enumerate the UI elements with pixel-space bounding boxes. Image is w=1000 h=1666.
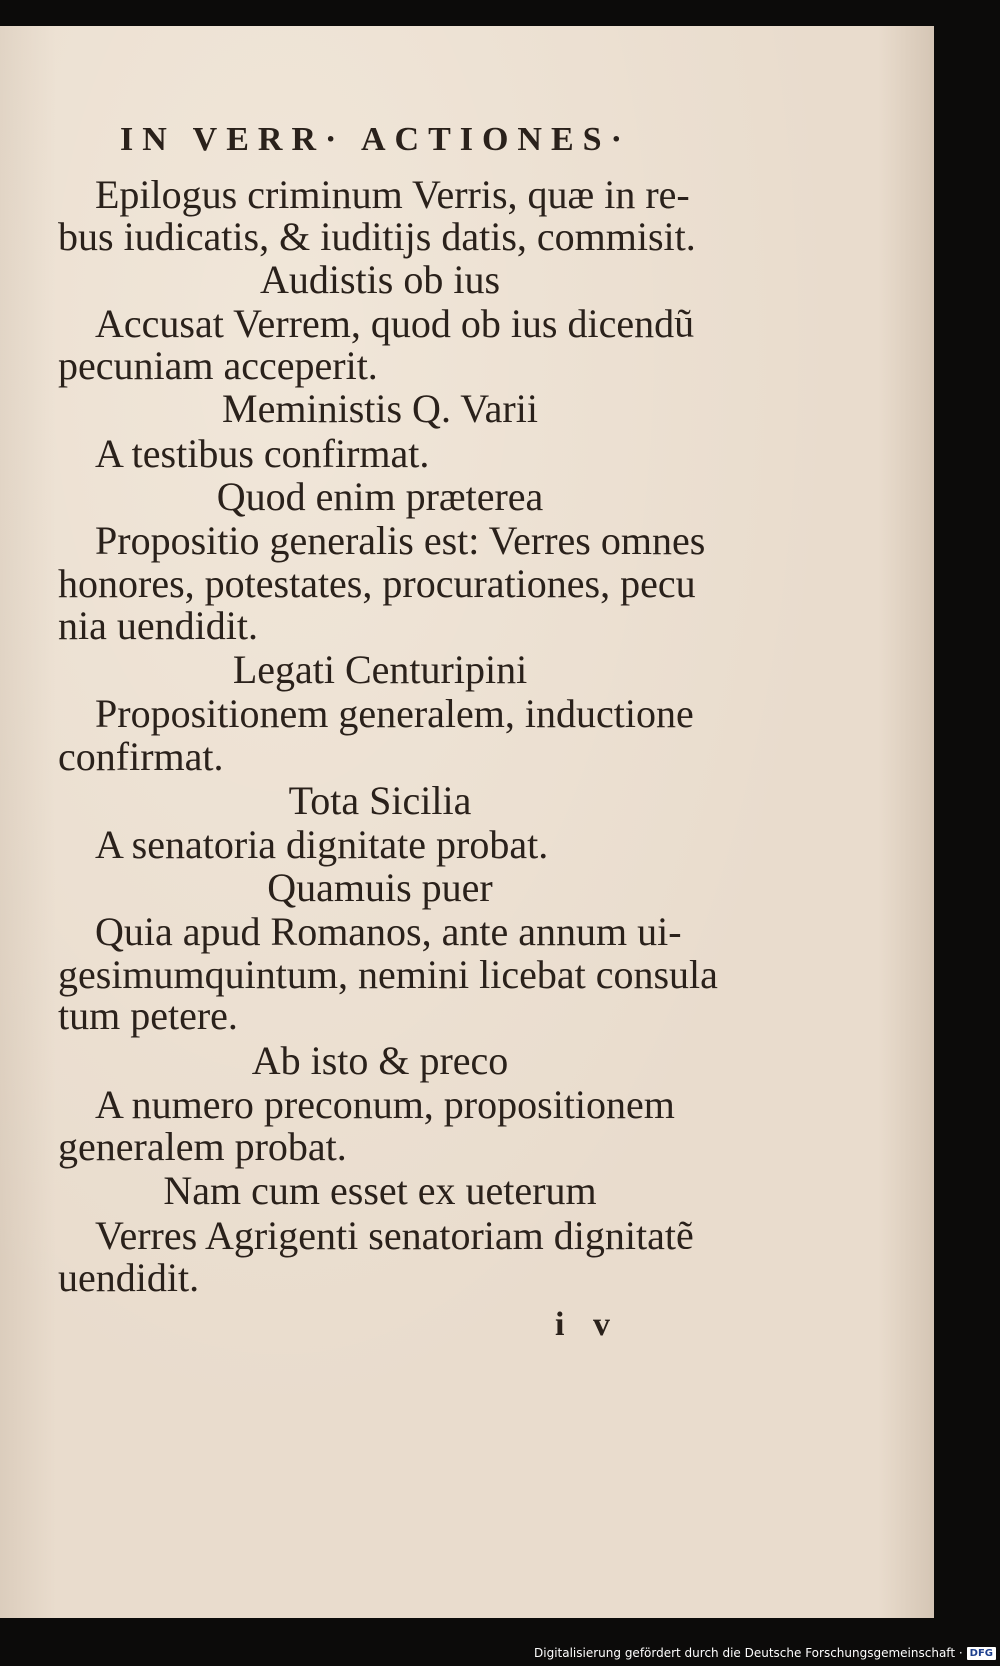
text-line: generalem probat.: [58, 1124, 347, 1169]
text-line: Accusat Verrem, quod ob ius dicendũ: [95, 301, 695, 346]
section-heading: Nam cum esset ex ueterum: [163, 1168, 597, 1213]
dfg-logo-icon: DFG: [967, 1647, 996, 1660]
text-line: pecuniam acceperit.: [58, 343, 378, 388]
text-line: Epilogus criminum Verris, quæ in re-: [95, 172, 690, 217]
text-line: tum petere.: [58, 993, 238, 1038]
section-heading: Quod enim præterea: [216, 474, 544, 519]
section-heading: Audistis ob ius: [259, 257, 501, 302]
section-heading: Meministis Q. Varii: [222, 386, 538, 431]
text-line: Verres Agrigenti senatoriam dignitatẽ: [95, 1213, 694, 1258]
section-heading: Tota Sicilia: [288, 778, 472, 823]
text-line: gesimumquintum, nemini licebat consula: [58, 952, 718, 997]
section-heading: Quamuis puer: [267, 865, 493, 910]
text-line: honores, potestates, procurationes, pecu: [58, 561, 696, 606]
signature-mark: i v: [555, 1306, 620, 1343]
text-line: bus iudicatis, & iuditijs datis, commisit.: [58, 214, 696, 259]
text-line: Quia apud Romanos, ante annum ui-: [95, 909, 682, 954]
digitization-credit: [534, 1646, 996, 1660]
section-heading: Ab isto & preco: [251, 1038, 509, 1083]
text-line: nia uendidit.: [58, 603, 258, 648]
section-heading: Legati Centuripini: [232, 647, 528, 692]
text-line: confirmat.: [58, 734, 224, 779]
text-line: uendidit.: [58, 1255, 200, 1300]
book-page: [0, 26, 934, 1618]
running-header: IN VERR· ACTIONES·: [120, 121, 631, 158]
credit-text: Digitalisierung gefördert durch die Deutsche Forschungsgemeinschaft ·: [534, 1646, 963, 1660]
text-line: A numero preconum, propositionem: [95, 1082, 675, 1127]
text-line: A testibus confirmat.: [95, 431, 430, 476]
text-line: A senatoria dignitate probat.: [95, 822, 549, 867]
text-line: Propositio generalis est: Verres omnes: [95, 518, 706, 563]
text-line: Propositionem generalem, inductione: [95, 691, 694, 736]
